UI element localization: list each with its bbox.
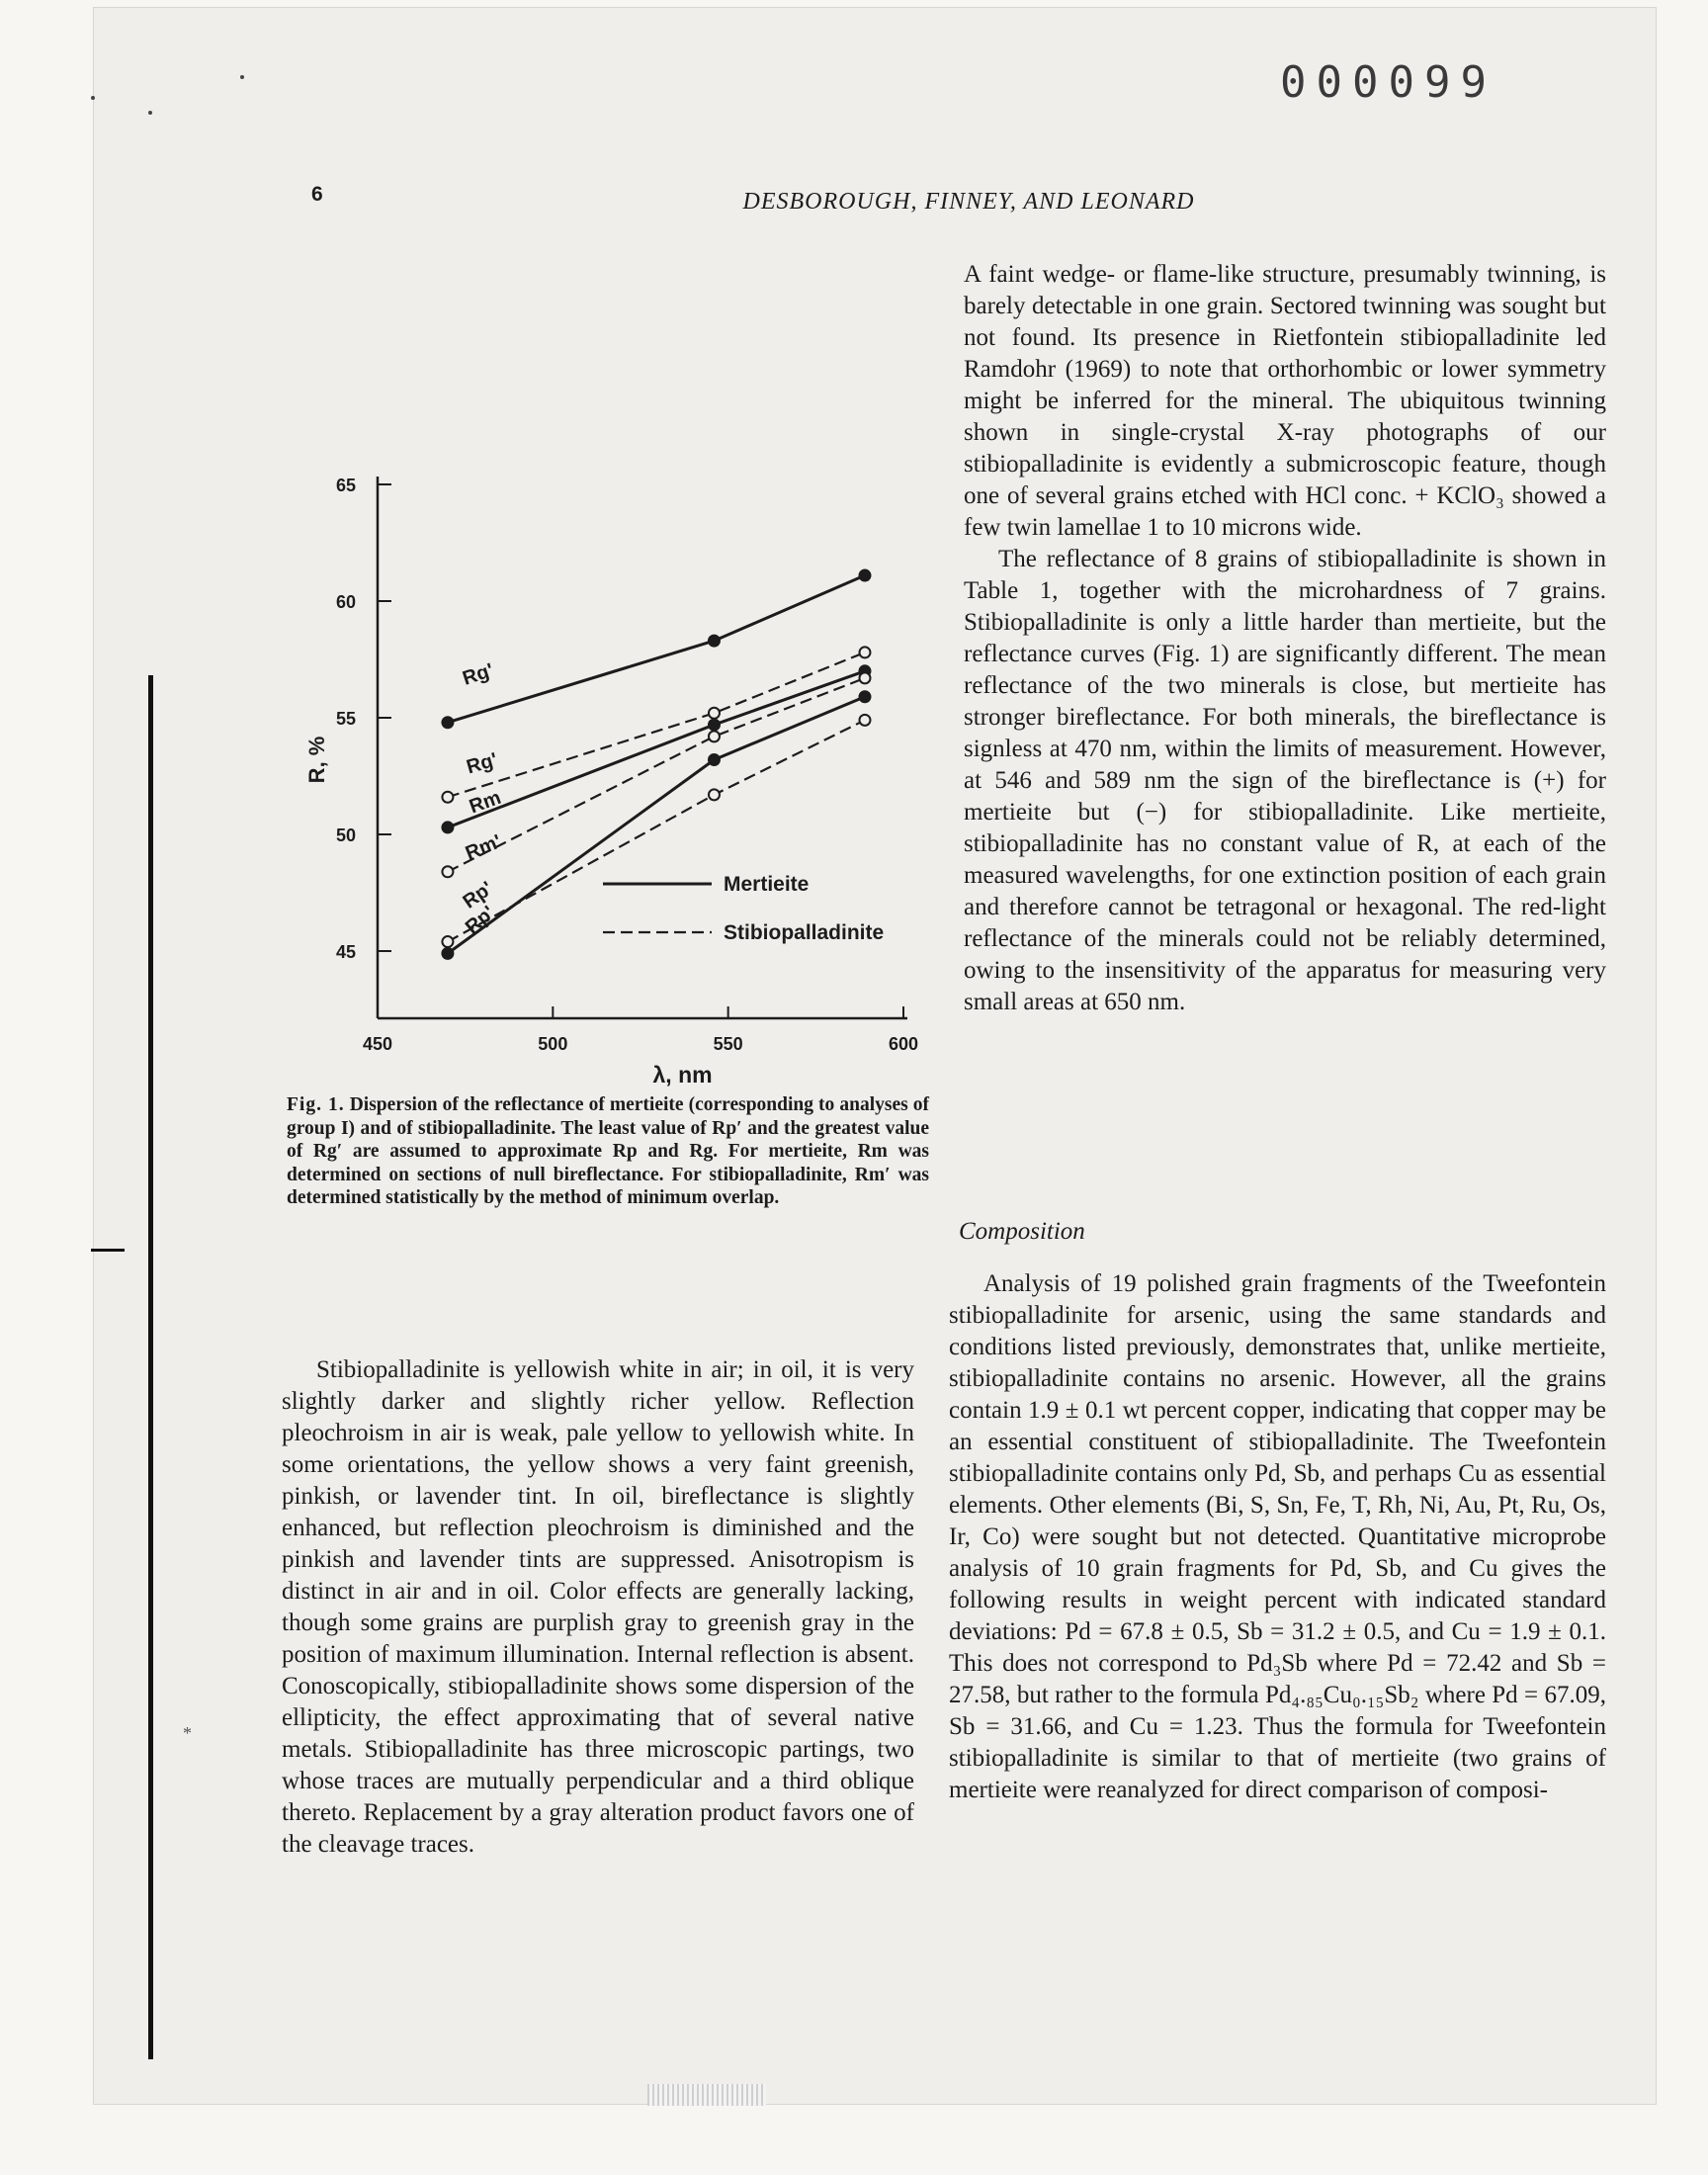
- y-tick-label: 55: [335, 709, 356, 729]
- x-tick-label: 550: [713, 1034, 743, 1054]
- y-tick-label: 50: [335, 826, 356, 845]
- series-label: Rp': [459, 877, 497, 914]
- data-point: [709, 720, 720, 731]
- series-label: Rm: [466, 786, 504, 819]
- left-column: [282, 1354, 914, 1861]
- x-tick-label: 500: [538, 1034, 568, 1054]
- running-head: DESBOROUGH, FINNEY, AND LEONARD: [742, 189, 1195, 215]
- series-line-mertieite-1: [448, 671, 865, 827]
- right-column-top: [964, 259, 1606, 1018]
- series-label: Rp': [461, 902, 500, 939]
- scan-speck: [240, 75, 244, 79]
- margin-mark: *: [183, 1723, 192, 1743]
- data-point: [709, 789, 720, 800]
- series-line-stibiopalladinite-4: [448, 678, 865, 872]
- data-point: [859, 672, 870, 683]
- y-tick-label: 60: [335, 592, 356, 612]
- data-point: [859, 715, 870, 726]
- data-point: [859, 691, 870, 702]
- data-point: [442, 936, 453, 947]
- data-point: [442, 948, 453, 959]
- series-label: Rg': [460, 659, 497, 690]
- series-label: Rm': [462, 830, 505, 865]
- data-point: [442, 866, 453, 877]
- x-axis-label: λ, nm: [652, 1062, 713, 1088]
- data-point: [859, 570, 870, 581]
- scan-artifact: [647, 2084, 766, 2106]
- figure-caption: [287, 1093, 929, 1210]
- scan-speck: [148, 111, 152, 115]
- paragraph: Analysis of 19 polished grain fragments of the Tweefontein stibiopalladinite for arsenic, using the same standards and conditions listed previously, demonstrates that, unlike mertieite, stibiopalladinite contains no arsenic. However, all the grains contain 1.9 ± 0.1 wt percent copper, indicating that copper may be an essential constituent of stibiopalladinite. The Tweefontein stibiopalladinite contains only Pd, Sb, and perhaps Cu as essential elements. Other elements (Bi, S, Sn, Fe, T, Rh, Ni, Au, Pt, Ru, Os, Ir, Co) were sought but not detected. Quantitative microprobe analysis of 10 grain fragments for Pd, Sb, and Cu gives the following results in weight percent with indicated standard deviations: Pd = 67.8 ± 0.5, Sb = 31.2 ± 0.5, and Cu = 1.9 ± 0.1. This does not correspond to Pd₃Sb where Pd = 72.42 and Sb = 27.58, but rather to the formula Pd₄.₈₅Cu₀.₁₅Sb₂ where Pd = 67.09, Sb = 31.66, and Cu = 1.23. Thus the formula for Tweefontein stibiopalladinite is similar to that of mertieite (two grains of mertieite were reanalyzed for direct comparison of composi-: [949, 1270, 1606, 1803]
- series-line-mertieite-0: [448, 575, 865, 723]
- paragraph: A faint wedge- or flame-like structure, presumably twinning, is barely detectable in one grain. Sectored twinning was sought but not found. Its presence in Rietfontein stibiopalladinite led Ramdohr (1969) to note that orthorhombic or lower symmetry might be inferred for the mineral. The ubiquitous twinning shown in single-crystal X-ray photographs of our stibiopalladinite is evidently a submicroscopic feature, though one of several grains etched with HCl conc. + KClO₃ showed a few twin lamellae 1 to 10 microns wide.: [964, 261, 1606, 541]
- margin-bar: [148, 675, 153, 2059]
- data-point: [709, 708, 720, 719]
- y-axis-label: R, %: [304, 736, 329, 784]
- y-tick-label: 45: [335, 942, 356, 962]
- data-point: [442, 792, 453, 803]
- x-tick-label: 600: [888, 1034, 919, 1054]
- data-point: [859, 647, 870, 657]
- caption-label: Fig. 1.: [287, 1094, 345, 1115]
- reflectance-chart: [297, 237, 949, 1107]
- right-column-bottom: [949, 1268, 1606, 1806]
- section-heading: Composition: [959, 1218, 1085, 1245]
- legend-stibiopalladinite-label: Stibiopalladinite: [724, 921, 885, 944]
- series-label: Rg': [464, 748, 500, 779]
- data-point: [709, 731, 720, 741]
- paragraph: Stibiopalladinite is yellowish white in air; in oil, it is very slightly darker and slightly richer yellow. Reflection pleochroism in air is weak, pale yellow to yellowish white. In some orientations, the yellow shows a very faint greenish, pinkish, or lavender tint. In oil, bireflectance is slightly enhanced, but reflection pleochroism is diminished and the pinkish and lavender tints are suppressed. Anisotropism is distinct in air and in oil. Color effects are generally lacking, though some grains are purplish gray to greenish gray in the position of maximum illumination. Internal reflection is absent. Conoscopically, stibiopalladinite shows some dispersion of the ellipticity, the effect approximating that of several native metals. Stibiopalladinite has three microscopic partings, two whose traces are mutually perpendicular and a third oblique thereto. Replacement by a gray alteration product favors one of the cleavage traces.: [282, 1356, 914, 1858]
- margin-tick: [91, 1249, 125, 1252]
- scan-speck: [91, 96, 95, 100]
- x-tick-label: 450: [362, 1034, 393, 1054]
- series-line-stibiopalladinite-3: [448, 652, 865, 797]
- archive-stamp: 000099: [1280, 57, 1496, 108]
- data-point: [709, 754, 720, 765]
- series-line-mertieite-2: [448, 697, 865, 954]
- page-number: 6: [311, 183, 323, 206]
- y-tick-label: 65: [335, 476, 356, 495]
- paragraph: The reflectance of 8 grains of stibiopalladinite is shown in Table 1, together with the microhardness of 7 grains. Stibiopalladinite is only a little harder than mertieite, but the reflectance curves (Fig. 1) are significantly different. The mean reflectance of the two minerals is close, but mertieite has stronger bireflectance. For both minerals, the bireflectance is signless at 470 nm, within the limits of measurement. However, at 546 and 589 nm the sign of the bireflectance is (+) for mertieite but (−) for stibiopalladinite. Like mertieite, stibiopalladinite has no constant value of R, at each of the measured wavelengths, for one extinction position of each grain and therefore cannot be tetragonal or hexagonal. The red-light reflectance of the minerals could not be reliably determined, owing to the insensitivity of the apparatus for measuring very small areas at 650 nm.: [964, 546, 1606, 1015]
- data-point: [709, 636, 720, 647]
- data-point: [442, 822, 453, 832]
- figure-1: [297, 237, 949, 1107]
- data-point: [442, 717, 453, 728]
- caption-text: Dispersion of the reflectance of mertieite (corresponding to analyses of group I) and of stibiopalladinite. The least value of Rp′ and the greatest value of Rg′ are assumed to approximate Rp and Rg. For mertieite, Rm was determined on sections of null bireflectance. For stibiopalladinite, Rm′ was determined statistically by the method of minimum overlap.: [287, 1094, 929, 1208]
- legend-mertieite-label: Mertieite: [724, 873, 810, 896]
